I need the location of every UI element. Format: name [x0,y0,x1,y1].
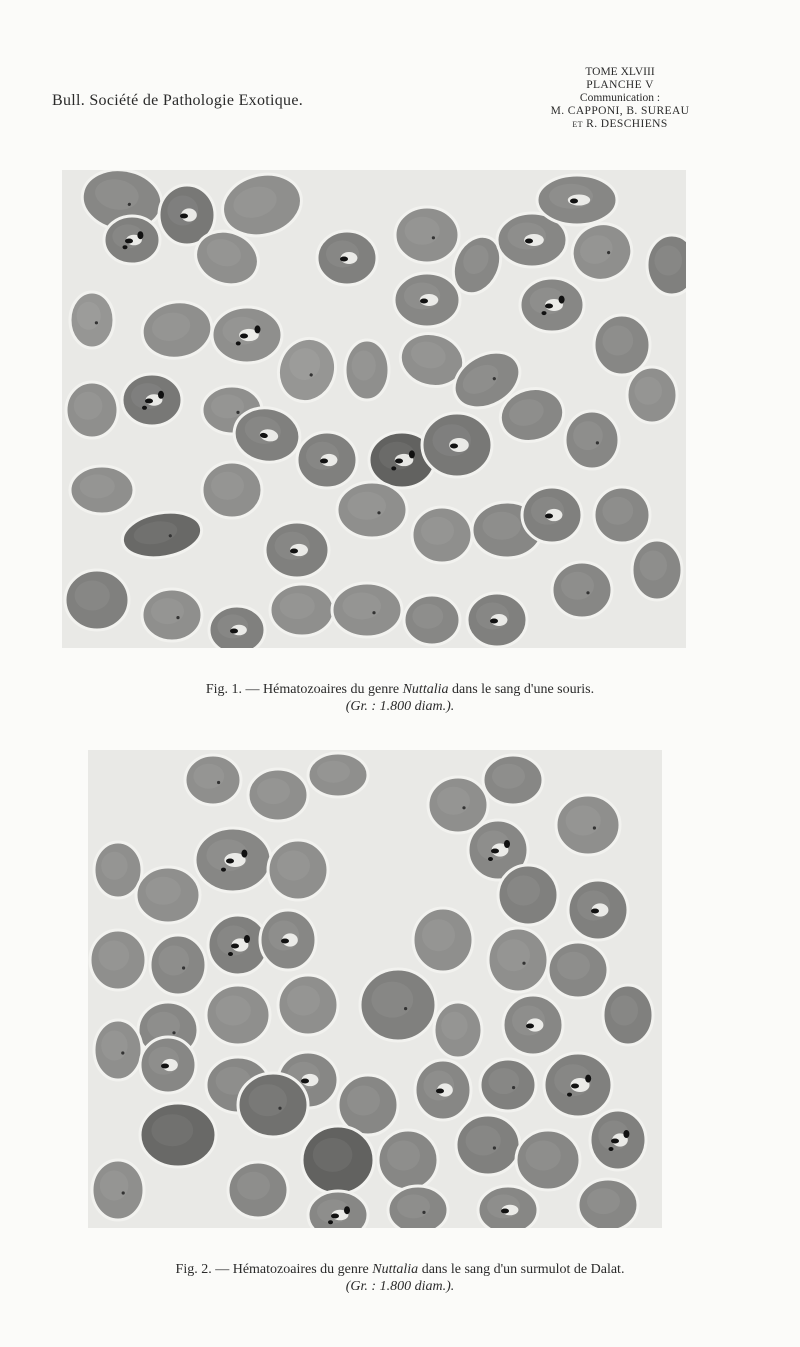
fig1-erythrocyte [317,231,377,285]
fig1-inclusion-dot [372,611,375,614]
fig1-erythrocyte [647,235,686,295]
fig2-erythrocyte [568,880,628,940]
fig2-erythrocyte [268,840,328,900]
fig2-inclusion-dot [522,962,525,965]
fig2-erythrocyte [195,828,271,892]
fig2-erythrocyte [488,928,548,992]
blood-smear-image-1 [62,170,686,648]
fig1-erythrocyte [70,466,134,514]
fig1-erythrocyte [265,522,329,578]
fig2-erythrocyte [556,795,620,855]
figure-2-caption-post: dans le sang d'un surmulot de Dalat. [418,1262,625,1277]
fig2-erythrocyte [378,1130,438,1190]
fig2-erythrocyte [516,1130,580,1190]
figure-1-caption-text [0,681,800,698]
fig2-erythrocyte [548,942,608,998]
plate-info [520,66,720,131]
fig1-inclusion-dot [95,321,98,324]
fig1-inclusion-dot [236,411,239,414]
fig2-erythrocyte [428,777,488,833]
fig1-erythrocyte [209,606,265,648]
fig1-erythrocyte [66,382,118,438]
fig2-inclusion-dot [182,966,185,969]
fig1-inclusion-dot [432,236,435,239]
fig1-erythrocyte [122,374,182,426]
fig2-inclusion-dot [593,826,596,829]
fig2-erythrocyte [578,1179,638,1228]
fig2-erythrocyte [544,1053,612,1117]
fig2-erythrocyte [360,969,436,1041]
figure-1-genus: Nuttalia [402,682,449,697]
fig2-erythrocyte [480,1059,536,1111]
fig1-erythrocyte [395,207,459,263]
fig2-erythrocyte [302,1126,374,1194]
communication-label: Communication : [579,92,661,104]
figure-1-caption [0,681,800,715]
fig1-erythrocyte [627,367,677,423]
figure-1-caption-pre: Fig. 1. — Hématozoaires du genre [205,682,403,697]
fig2-erythrocyte [478,1186,538,1228]
fig2-inclusion-dot [493,1146,496,1149]
fig2-erythrocyte [503,995,563,1055]
fig1-erythrocyte [297,432,357,488]
fig2-erythrocyte [150,935,206,995]
fig2-erythrocyte [248,769,308,821]
figure-2-genus: Nuttalia [372,1262,419,1277]
fig1-erythrocyte [394,273,460,327]
fig2-erythrocyte [388,1186,448,1228]
fig2-erythrocyte [228,1162,288,1218]
fig1-erythrocyte [337,482,407,538]
fig1-erythrocyte [594,487,650,543]
fig2-inclusion-dot [122,1191,125,1194]
authors-line-1: M. CAPPONI, B. SUREAU [550,105,690,117]
fig1-erythrocyte [522,487,582,543]
fig2-erythrocyte [603,985,653,1045]
figure-1-micrograph [62,170,686,648]
fig1-erythrocyte [404,595,460,645]
fig2-erythrocyte [206,985,270,1045]
fig1-erythrocyte [104,216,160,264]
fig1-inclusion-dot [596,441,599,444]
fig2-inclusion-dot [462,806,465,809]
fig2-erythrocyte [136,867,200,923]
fig2-erythrocyte [92,1160,144,1220]
fig1-erythrocyte [202,462,262,518]
fig1-erythrocyte [70,292,114,348]
fig1-erythrocyte [212,307,282,363]
fig2-inclusion-dot [172,1031,175,1034]
fig1-erythrocyte [520,278,584,332]
fig1-inclusion-dot [176,616,179,619]
fig2-erythrocyte [94,1020,142,1080]
fig1-inclusion-dot [377,511,380,514]
figure-2-caption [0,1261,800,1295]
fig1-parasite [290,544,308,556]
fig1-parasite [420,294,438,306]
fig1-erythrocyte [138,296,217,363]
authors-line-2: et R. DESCHIENS [572,118,668,130]
fig2-erythrocyte [415,1060,471,1120]
fig2-erythrocyte [238,1073,308,1137]
fig1-parasite [449,438,469,452]
fig2-inclusion-dot [217,781,220,784]
fig1-erythrocyte [412,507,472,563]
fig1-erythrocyte [345,340,389,400]
fig2-erythrocyte [140,1103,216,1167]
fig1-erythrocyte [552,562,612,618]
fig2-inclusion-dot [512,1086,515,1089]
fig2-erythrocyte [590,1110,646,1170]
fig1-erythrocyte [537,175,617,225]
journal-title: Bull. Société de Pathologie Exotique. [52,92,304,109]
figure-1-caption-post: dans le sang d'une souris. [448,682,595,697]
fig2-erythrocyte [308,1191,368,1228]
fig2-erythrocyte [278,975,338,1035]
fig1-erythrocyte [119,506,205,563]
fig1-parasite [568,195,590,206]
fig1-erythrocyte [467,593,527,647]
tome-label: TOME XLVIII [585,66,655,78]
fig2-erythrocyte [140,1037,196,1093]
fig2-erythrocyte [483,755,543,805]
figure-2-scale: (Gr. : 1.800 diam.). [345,1279,455,1294]
figure-1-scale: (Gr. : 1.800 diam.). [345,699,455,714]
fig2-erythrocyte [90,930,146,990]
fig2-erythrocyte [434,1002,482,1058]
fig1-inclusion-dot [586,591,589,594]
fig2-erythrocyte [94,842,142,898]
fig1-erythrocyte [270,584,334,636]
fig1-erythrocyte [632,540,682,600]
fig2-inclusion-dot [278,1107,281,1110]
fig1-erythrocyte [422,413,492,477]
fig2-erythrocyte [260,910,316,970]
planche-label: PLANCHE V [586,79,654,91]
figure-2-caption-text [0,1261,800,1278]
fig1-parasite [524,234,544,246]
fig1-erythrocyte [565,411,619,469]
fig2-erythrocyte [456,1115,520,1175]
fig1-erythrocyte [332,583,402,637]
fig1-erythrocyte [594,315,650,375]
fig2-erythrocyte [498,865,558,925]
fig2-inclusion-dot [121,1051,124,1054]
fig1-erythrocyte [65,570,129,630]
fig2-erythrocyte [185,755,241,805]
fig1-erythrocyte [142,589,202,641]
fig2-erythrocyte [413,908,473,972]
fig2-inclusion-dot [422,1211,425,1214]
blood-smear-image-2 [88,750,662,1228]
figure-2-micrograph [88,750,662,1228]
fig2-inclusion-dot [404,1007,407,1010]
fig2-erythrocyte [308,753,368,797]
figure-2-caption-pre: Fig. 2. — Hématozoaires du genre [175,1262,373,1277]
